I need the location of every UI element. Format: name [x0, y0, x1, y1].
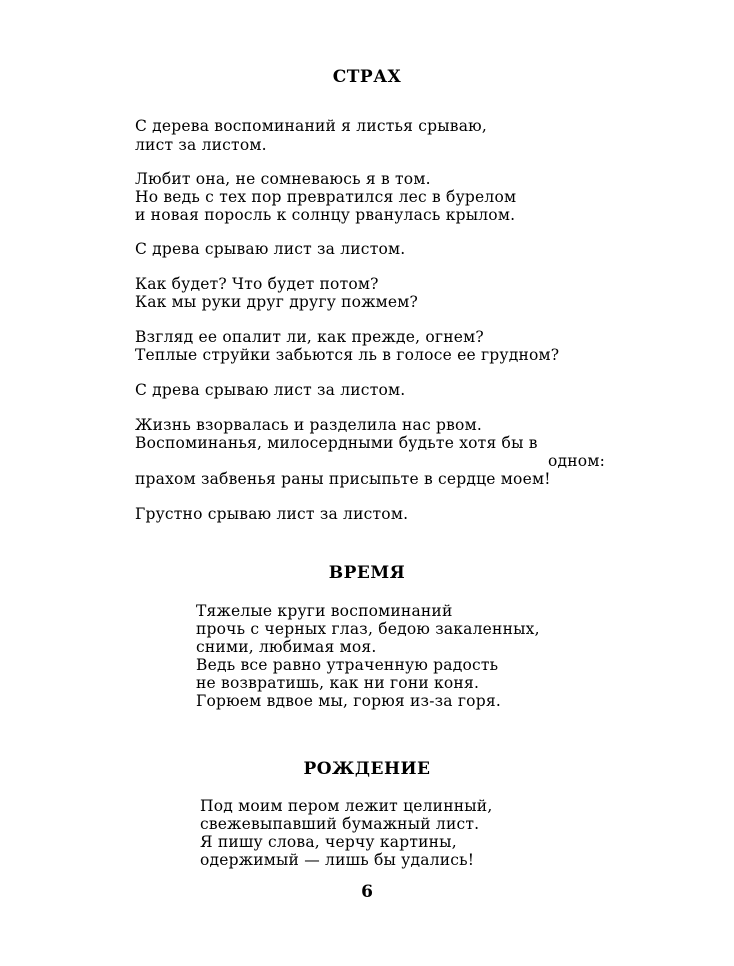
poem-line: Ведь все равно утраченную радость	[196, 656, 499, 674]
poem-line: С древа срываю лист за листом.	[135, 240, 406, 258]
poem-line: не возвратишь, как ни гони коня.	[196, 674, 480, 692]
poem-line: сними, любимая моя.	[196, 638, 377, 656]
poem-line: Под моим пером лежит целинный,	[200, 797, 493, 815]
poem-line: Грустно срываю лист за листом.	[135, 505, 409, 523]
poem-line: лист за листом.	[135, 136, 267, 154]
poem-line: С дерева воспоминаний я листья срываю,	[135, 117, 487, 135]
poem-line: Теплые струйки забьются ль в голосе ее грудном?	[135, 346, 560, 364]
page-number: 6	[361, 882, 373, 902]
poem-line: прахом забвенья раны присыпьте в сердце моем!	[135, 470, 551, 488]
poem-line: Я пишу слова, черчу картины,	[200, 833, 457, 851]
poem-line: Но ведь с тех пор превратился лес в бурелом	[135, 188, 517, 206]
poem-line: С древа срываю лист за листом.	[135, 381, 406, 399]
poem-line: прочь с черных глаз, бедою закаленных,	[196, 620, 540, 638]
poem-line: Тяжелые круги воспоминаний	[196, 602, 453, 620]
poem-line: Воспоминанья, милосердными будьте хотя бы в	[135, 434, 538, 452]
poem-line: Как мы руки друг другу пожмем?	[135, 293, 419, 311]
poem-line: Жизнь взорвалась и разделила нас рвом.	[135, 416, 482, 434]
poem-title-vremya: ВРЕМЯ	[328, 563, 406, 583]
poem-line: Как будет? Что будет потом?	[135, 275, 379, 293]
poem-line: и новая поросль к солнцу рванулась крылом.	[135, 206, 516, 224]
poem-title-rozhdenie: РОЖДЕНИЕ	[303, 759, 431, 779]
poem-line: одержимый — лишь бы удались!	[200, 851, 475, 869]
poem-line: Горюем вдвое мы, горюя из-за горя.	[196, 692, 501, 710]
poem-line: Любит она, не сомневаюсь я в том.	[135, 170, 431, 188]
poem-line: Взгляд ее опалит ли, как прежде, огнем?	[135, 328, 484, 346]
poem-line: свежевыпавший бумажный лист.	[200, 815, 480, 833]
poem-title-strakh: СТРАХ	[332, 67, 402, 87]
poem-line-continuation: одном:	[548, 452, 606, 470]
